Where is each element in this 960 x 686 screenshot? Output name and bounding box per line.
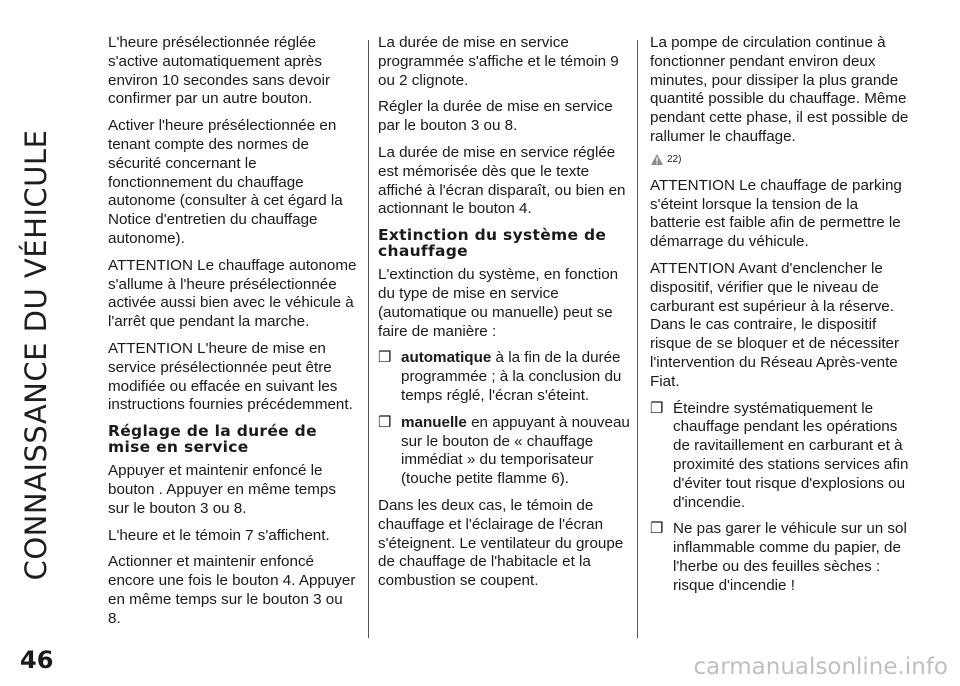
paragraph: ATTENTION Le chauffage autonome s'allume à l'heure présélectionnée activée aussi bien avec le véhicule à l'arrêt que pendant la marche. [108,256,357,331]
column-1 [108,34,358,637]
column-divider [637,40,638,638]
paragraph: Appuyer et maintenir enfoncé le bouton . Appuyer en même temps sur le bouton 3 ou 8. [108,462,336,517]
section-title-vertical: CONNAISSANCE DU VÉHICULE [19,129,53,581]
list-item [378,349,630,405]
section-heading: Réglage de la durée de mise en service [108,422,317,457]
paragraph: Régler la durée de mise en service par le bouton 3 ou 8. [378,98,613,135]
warning-reference [650,153,912,167]
list-item-term: manuelle [401,413,467,431]
paragraph: La durée de mise en service réglée est mémorisée dès que le texte affiché à l'écran disparaît, ou bien en actionnant le bouton 4. [378,143,626,218]
list-item [378,414,630,489]
paragraph: La durée de mise en service programmée s'affiche et le témoin 9 ou 2 clignote. [378,34,619,89]
list-item [650,520,912,595]
checkbox-bullet-icon: ❒ [650,399,664,417]
paragraph: Dans les deux cas, le témoin de chauffage et l'éclairage de l'écran s'éteignent. Le ventilateur du groupe de chauffage de l'habitacle et la combustion se coupent. [378,496,624,590]
list-item-term: automatique [401,349,492,367]
warning-triangle-icon [650,153,664,166]
paragraph: ATTENTION L'heure de mise en service présélectionnée peut être modifiée ou effacée en suivant les instructions fournies précédemment. [108,339,353,414]
paragraph: ATTENTION Le chauffage de parking s'éteint lorsque la tension de la batterie est faible afin de permettre le démarrage du véhicule. [650,176,902,251]
column-3 [650,34,912,604]
list-item [650,400,912,513]
watermark: carmanualsonline.info [693,654,948,680]
paragraph: ATTENTION Avant d'enclencher le dispositif, vérifier que le niveau de carburant est supérieur à la réserve. Dans le cas contraire, le dispositif risque de se bloquer et de nécessiter l'intervention du Réseau Après-vente Fiat. [650,259,900,390]
list-item-text: à la fin de la durée programmée ; à la conclusion du temps réglé, l'écran s'éteint. [401,349,622,404]
page-number: 46 [20,646,54,674]
column-divider [368,40,369,638]
paragraph: L'heure présélectionnée réglée s'active automatiquement après environ 10 secondes sans devoir confirmer par un autre bouton. [108,34,331,108]
paragraph: La pompe de circulation continue à fonctionner pendant environ deux minutes, pour dissiper la plus grande quantité possible du chauffage. Même pendant cette phase, il est possible de rallumer le chauffage. [650,34,909,145]
list-item-text: Ne pas garer le véhicule sur un sol inflammable comme du papier, de l'herbe ou des feuilles sèches : risque d'incendie ! [673,520,907,594]
list-item-text: Éteindre systématiquement le chauffage pendant les opérations de ravitaillement en carburant et à proximité des stations services afin d'éviter tout risque d'explosions ou d'incendie. [673,399,909,511]
checkbox-bullet-icon: ❒ [378,413,392,431]
warning-ref-number: 22) [667,153,682,165]
column-2 [378,34,630,599]
paragraph: Activer l'heure présélectionnée en tenant compte des normes de sécurité concernant le fonctionnement du chauffage autonome (consulter à cet égard la Notice d'entretien du chauffage autonome). [108,117,343,247]
paragraph: L'extinction du système, en fonction du type de mise en service (automatique ou manuelle) peut se faire de manière : [378,266,619,340]
list-item-text: en appuyant à nouveau sur le bouton de « chauffage immédiat » du temporisateur (touche petite flamme 6). [401,413,630,488]
paragraph: Actionner et maintenir enfoncé encore une fois le bouton 4. Appuyer en même temps sur le bouton 3 ou 8. [108,553,356,627]
paragraph: L'heure et le témoin 7 s'affichent. [108,526,330,544]
section-heading: Extinction du système de chauffage [378,226,607,261]
checkbox-bullet-icon: ❒ [378,349,392,367]
checkbox-bullet-icon: ❒ [650,520,664,538]
